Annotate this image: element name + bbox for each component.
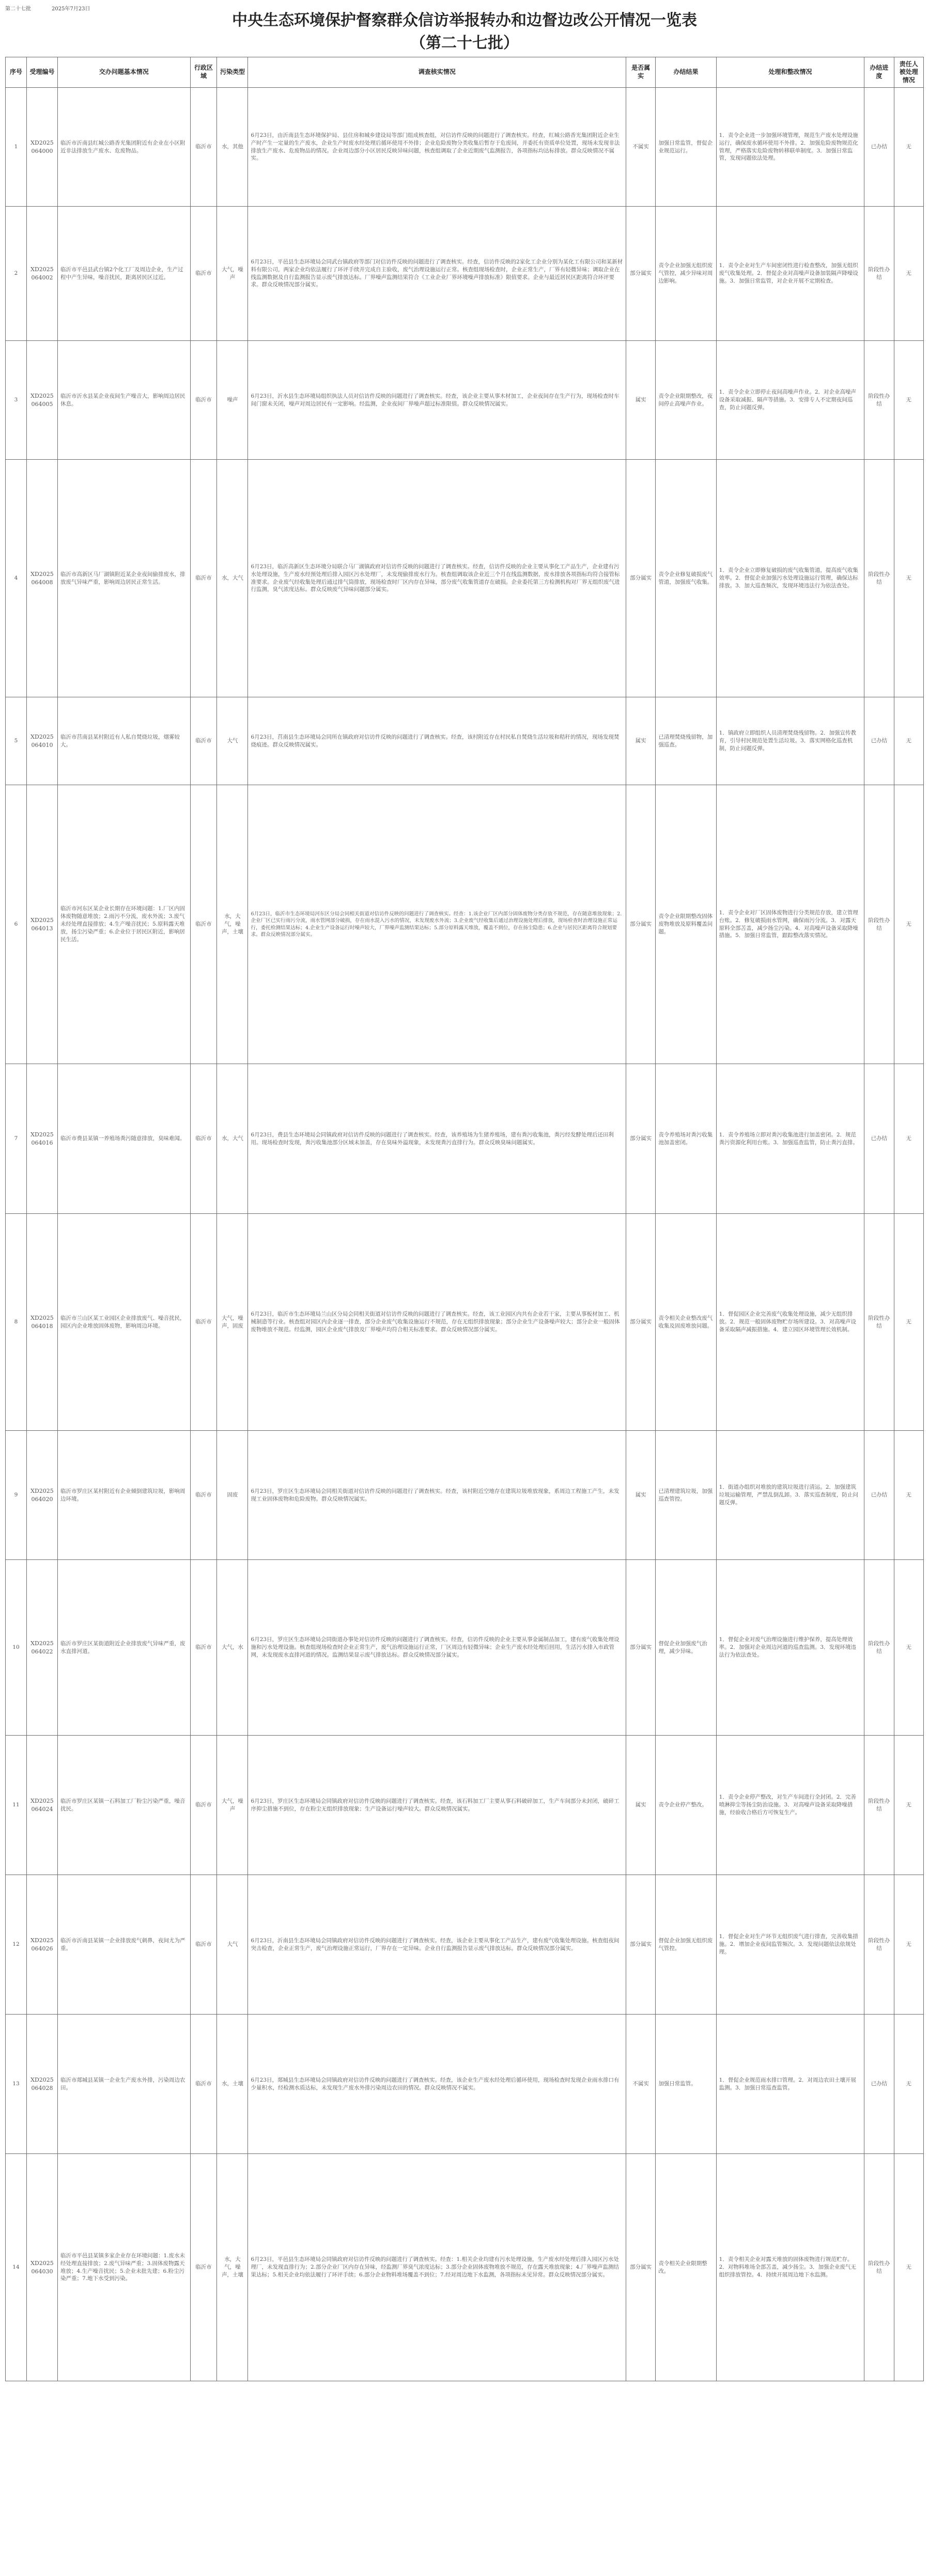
- cell-summary: 临沂市平邑县某镇多家企业存在环境问题：1.废水未经处理直接排放；2.废气异味严重；3.固体废物露天堆放；4.生产噪音扰民；5.企业未批先建；6.粉尘污染严重；7.地下水受到污染。: [57, 2154, 190, 2381]
- cell-no: 9: [6, 1431, 27, 1560]
- cell-code: XD2025064028: [26, 2015, 57, 2154]
- cell-progress: 阶段性办结: [864, 341, 894, 460]
- cell-investigation: 6月23日，由沂南县生态环境保护局、县住房和城乡建设局等部门组成核查组，对信访件反映的问题进行了调查核实。经查，红城公路香光集团附近企业生产时产生一定量的生产废水，企业生产时废水经处理后循环使用不外排；企业危险废物分类收集后暂存于危废间，并委托有资质单位处置，现场未发现非法排放生产废水、危废物品的情况。企业周边部分小区居民反映异味问题，核查组调取了企业近期废气监测报告，各项指标均达标排放。群众反映情况不属实。: [248, 88, 626, 207]
- cell-type: 水，大气，噪声，土壤: [217, 2154, 248, 2381]
- cell-verified: 不属实: [626, 88, 656, 207]
- cell-result: 责令企业修复破损废气管道，加强废气收集。: [656, 460, 716, 697]
- cell-result: 督促企业加强废气治理，减少异味。: [656, 1560, 716, 1736]
- cell-summary: 临沂市罗庄区某街道附近企业排放废气异味严重，废水直排河道。: [57, 1560, 190, 1736]
- cell-code: XD2025064005: [26, 341, 57, 460]
- cell-region: 临沂市: [190, 2154, 217, 2381]
- cell-code: XD2025064022: [26, 1560, 57, 1736]
- cell-summary: 临沂市高新区马厂湖镇附近某企业夜间偷排废水，排放废气异味严重，影响周边居民正常生活。: [57, 460, 190, 697]
- cell-type: 大气，水: [217, 1560, 248, 1736]
- cell-region: 临沂市: [190, 1431, 217, 1560]
- cell-punish: 无: [894, 2015, 923, 2154]
- cell-region: 临沂市: [190, 1214, 217, 1431]
- cell-verified: 部分属实: [626, 1560, 656, 1736]
- cell-region: 临沂市: [190, 697, 217, 785]
- cell-result: 已清理建筑垃圾，加强巡查管控。: [656, 1431, 716, 1560]
- batch-date-note: 第二十七批 2025年7月23日: [5, 6, 90, 12]
- cell-code: XD2025064018: [26, 1214, 57, 1431]
- cell-measures: 1．责令企业对厂区固体废物进行分类规范存放，建立管理台账。2．修复破损雨水管网，确保雨污分流。3．对露天原料全部苫盖，减少扬尘污染。4．对高噪声设备采取降噪措施。5．加强日常监管，跟踪整改落实情况。: [716, 785, 864, 1064]
- cell-punish: 无: [894, 785, 923, 1064]
- table-row: [6, 207, 924, 341]
- cell-measures: 1．街道办组织对堆放的建筑垃圾进行清运。2．加强建筑垃圾运输管理，严禁乱倒乱卸。3．落实巡查制度，防止问题反弹。: [716, 1431, 864, 1560]
- cell-progress: 阶段性办结: [864, 460, 894, 697]
- cell-measures: 1．责令企业立即停止夜间高噪声作业。2．对企业高噪声设备采取减振、隔声等措施。3．安排专人不定期夜间巡查，防止问题反弹。: [716, 341, 864, 460]
- cell-region: 临沂市: [190, 1064, 217, 1214]
- cell-summary: 临沂市兰山区某工业园区企业排放废气、噪音扰民，园区内企业堆放固体废物，影响周边环境。: [57, 1214, 190, 1431]
- cell-investigation: 6月23日，郯城县生态环境局会同镇政府对信访件反映的问题进行了调查核实。经查，该企业生产废水经处理后循环使用，现场检查时发现企业雨水排口有少量积水，经检测水质达标，未发现生产废水外排污染周边农田的情况。群众反映情况不属实。: [248, 2015, 626, 2154]
- table-row: [6, 1064, 924, 1214]
- cell-progress: 阶段性办结: [864, 1560, 894, 1736]
- cell-region: 临沂市: [190, 1560, 217, 1736]
- cell-result: 责令相关企业限期整改。: [656, 2154, 716, 2381]
- cell-verified: 部分属实: [626, 1875, 656, 2015]
- cell-type: 水，大气: [217, 1064, 248, 1214]
- cell-investigation: 6月23日，莒南县生态环境局会同所在镇政府对信访件反映的问题进行了调查核实。经查，该村附近存在村民私自焚烧生活垃圾和秸秆的情况，现场发现焚烧痕迹。群众反映情况属实。: [248, 697, 626, 785]
- cell-investigation: 6月23日，沂南县生态环境局会同镇政府对信访件反映的问题进行了调查核实。经查，该企业主要从事化工产品生产，建有废气收集处理设施。核查组夜间突击检查，企业正常生产，废气治理设施正常运行，厂界存在一定异味。企业自行监测报告显示废气排放达标。群众反映情况部分属实。: [248, 1875, 626, 2015]
- cell-measures: 1．责令企业对生产车间密闭性进行检查整改，加强无组织废气收集处理。2．督促企业对高噪声设备加装隔声降噪设施。3．加强日常监管，对企业开展不定期检查。: [716, 207, 864, 341]
- cell-punish: 无: [894, 697, 923, 785]
- header-region: 行政区域: [190, 57, 217, 88]
- cell-result: 责令企业限期整改固体废物堆放及原料覆盖问题。: [656, 785, 716, 1064]
- cell-verified: 属实: [626, 697, 656, 785]
- cell-verified: 属实: [626, 1736, 656, 1875]
- cell-region: 临沂市: [190, 341, 217, 460]
- cell-region: 临沂市: [190, 1875, 217, 2015]
- cell-verified: 部分属实: [626, 1214, 656, 1431]
- cell-investigation: 6月23日，罗庄区生态环境局会同相关街道对信访件反映的问题进行了调查核实。经查，该村附近空地存在建筑垃圾堆放现象，系周边工程施工产生，未发现工业固体废物和危险废物。群众反映情况属实。: [248, 1431, 626, 1560]
- cell-code: XD2025064016: [26, 1064, 57, 1214]
- cell-type: 水，大气: [217, 460, 248, 697]
- cell-punish: 无: [894, 1875, 923, 2015]
- cell-measures: 1．镇政府立即组织人员清理焚烧残留物。2．加强宣传教育，引导村民规范处置生活垃圾。3．落实网格化巡查机制，防止问题反弹。: [716, 697, 864, 785]
- table-row: [6, 1875, 924, 2015]
- header-investigation: 调查核实情况: [248, 57, 626, 88]
- table-row: [6, 460, 924, 697]
- cell-investigation: 6月23日，沂水县生态环境局组织执法人员对信访件反映的问题进行了调查核实。经查，该企业主要从事木材加工，企业夜间存在生产行为，现场检查时车间门窗未关闭，噪声对周边居民有一定影响。经监测，企业夜间厂界噪声超过标准限值。群众反映情况属实。: [248, 341, 626, 460]
- cell-progress: 已办结: [864, 1064, 894, 1214]
- cell-type: 大气，噪声，固废: [217, 1214, 248, 1431]
- cell-measures: 1．督促企业对废气治理设施进行维护保养，提高处理效率。2．加强对企业周边河道的巡查监测。3．发现环境违法行为依法查处。: [716, 1560, 864, 1736]
- cell-result: 责令相关企业整改废气收集及固废堆放问题。: [656, 1214, 716, 1431]
- cell-measures: 1．督促企业对生产环节无组织废气进行排查，完善收集措施。2．增加企业夜间监管频次。3．发现问题依法依规处理。: [716, 1875, 864, 2015]
- cell-no: 13: [6, 2015, 27, 2154]
- cell-type: 大气: [217, 1875, 248, 2015]
- cell-punish: 无: [894, 2154, 923, 2381]
- header-measures: 处理和整改情况: [716, 57, 864, 88]
- cell-progress: 已办结: [864, 1431, 894, 1560]
- cell-result: 督促企业加强无组织废气管控。: [656, 1875, 716, 2015]
- cell-investigation: 6月23日，临沂市生态环境局河东区分局会同相关街道对信访件反映的问题进行了调查核实。经查：1.该企业厂区内部分固体废物分类存放不规范，存在随意堆放现象；2.企业厂区已实行雨污分流，雨水管网部分破损，存在雨水混入污水的情况，未发现废水外流；3.企业废气经收集后通过治理设施处理后排放，现场检查时治理设施正常运行，委托检测结果达标；4.企业生产设备运行时噪声较大，厂界噪声监测结果达标；5.部分原料露天堆放，覆盖不到位，存在扬尘隐患；6.企业与居民区距离符合规划要求。群众反映情况部分属实。: [248, 785, 626, 1064]
- cell-no: 14: [6, 2154, 27, 2381]
- cell-investigation: 6月23日，临沂高新区生态环境分局联合马厂湖镇政府对信访件反映的问题进行了调查核实。经查，信访件反映的企业主要从事化工产品生产，企业建有污水处理设施，生产废水经预处理后排入园区污水处理厂，未发现偷排废水行为。核查组调取该企业近三个月在线监测数据，废水排放各项指标均符合接管标准要求。企业废气经收集处理后通过排气筒排放，现场检查时厂区内存在异味，部分废气收集管道存在破损。企业委托第三方检测机构对厂界无组织废气进行监测，臭气浓度达标。群众反映废气异味问题部分属实。: [248, 460, 626, 697]
- cell-measures: 1．督促园区企业完善废气收集处理设施，减少无组织排放。2．规范一般固体废物贮存场所建设。3．对高噪声设备采取隔声减振措施。4．建立园区环境管理长效机制。: [716, 1214, 864, 1431]
- cell-punish: 无: [894, 1560, 923, 1736]
- table-row: [6, 1736, 924, 1875]
- cell-summary: 临沂市罗庄区某镇一石料加工厂粉尘污染严重，噪音扰民。: [57, 1736, 190, 1875]
- header-verified: 是否属实: [626, 57, 656, 88]
- cell-code: XD2025064008: [26, 460, 57, 697]
- cell-no: 11: [6, 1736, 27, 1875]
- page-title: 中央生态环境保护督察群众信访举报转办和边督边改公开情况一览表: [232, 11, 697, 29]
- cell-no: 4: [6, 460, 27, 697]
- cell-type: 噪声: [217, 341, 248, 460]
- cell-verified: 部分属实: [626, 460, 656, 697]
- header-no: 序号: [6, 57, 27, 88]
- cell-type: 水，大气，噪声，土壤: [217, 785, 248, 1064]
- cell-type: 固废: [217, 1431, 248, 1560]
- cell-type: 水，土壤: [217, 2015, 248, 2154]
- cell-summary: 临沂市郯城县某镇一企业生产废水外排，污染周边农田。: [57, 2015, 190, 2154]
- header-progress: 办结进度: [864, 57, 894, 88]
- table-row: [6, 2015, 924, 2154]
- cell-summary: 临沂市罗庄区某村附近有企业倾倒建筑垃圾，影响周边环境。: [57, 1431, 190, 1560]
- cell-investigation: 6月23日，临沂市生态环境局兰山区分局会同相关街道对信访件反映的问题进行了调查核实。经查，该工业园区内共有企业若干家，主要从事板材加工、机械制造等行业。核查组对园区内企业逐一排查，部分企业废气收集设施运行不规范，存在无组织排放现象；部分企业生产设备噪声较大；部分企业一般固体废物堆放不规范。经监测，园区企业废气排放及厂界噪声均符合相关标准要求。群众反映情况部分属实。: [248, 1214, 626, 1431]
- cell-result: 已清理焚烧残留物，加强巡查。: [656, 697, 716, 785]
- cell-progress: 阶段性办结: [864, 1736, 894, 1875]
- cell-measures: 1．责令企业进一步加强环境管理，规范生产废水处理设施运行，确保废水循环使用不外排。2．加强危险废物规范化管理，严格落实危险废物转移联单制度。3．加强日常监管，发现问题依法处理。: [716, 88, 864, 207]
- cell-no: 7: [6, 1064, 27, 1214]
- cell-progress: 已办结: [864, 2015, 894, 2154]
- cell-verified: 属实: [626, 1431, 656, 1560]
- cell-progress: 已办结: [864, 88, 894, 207]
- cell-punish: 无: [894, 1736, 923, 1875]
- table-row: [6, 1431, 924, 1560]
- cell-type: 水，其他: [217, 88, 248, 207]
- cell-progress: 阶段性办结: [864, 207, 894, 341]
- cell-result: 责令企业停产整改。: [656, 1736, 716, 1875]
- page-subtitle: （第二十七批）: [410, 34, 519, 52]
- cell-summary: 临沂市沂水县某企业夜间生产噪音大，影响周边居民休息。: [57, 341, 190, 460]
- cell-summary: 临沂市费县某镇一养殖场粪污随意排放，臭味难闻。: [57, 1064, 190, 1214]
- table-row: [6, 697, 924, 785]
- cell-result: 责令企业限期整改，夜间停止高噪声作业。: [656, 341, 716, 460]
- cell-no: 2: [6, 207, 27, 341]
- complaint-table: [5, 57, 924, 2381]
- cell-investigation: 6月23日，平邑县生态环境局会同镇政府对信访件反映的问题进行了调查核实。经查：1.相关企业均建有污水处理设施，生产废水经处理后排入园区污水处理厂，未发现直排行为；2.部分企业厂区内存在异味，经监测厂界臭气浓度达标；3.部分企业固体废物堆放不规范，存在露天堆放现象；4.厂界噪声监测结果达标；5.相关企业均依法履行了环评手续；6.部分企业物料堆场覆盖不到位；7.经对周边地下水监测，各项指标未见异常。群众反映情况部分属实。: [248, 2154, 626, 2381]
- cell-no: 12: [6, 1875, 27, 2015]
- cell-result: 加强日常监管。: [656, 2015, 716, 2154]
- table-row: [6, 1560, 924, 1736]
- table-row: [6, 785, 924, 1064]
- cell-punish: 无: [894, 341, 923, 460]
- cell-region: 临沂市: [190, 2015, 217, 2154]
- cell-verified: 部分属实: [626, 2154, 656, 2381]
- header-type: 污染类型: [217, 57, 248, 88]
- cell-verified: 不属实: [626, 2015, 656, 2154]
- cell-type: 大气: [217, 697, 248, 785]
- cell-code: XD2025064020: [26, 1431, 57, 1560]
- cell-no: 5: [6, 697, 27, 785]
- cell-type: 大气，噪声: [217, 207, 248, 341]
- cell-region: 临沂市: [190, 460, 217, 697]
- cell-punish: 无: [894, 207, 923, 341]
- cell-type: 大气，噪声: [217, 1736, 248, 1875]
- cell-no: 8: [6, 1214, 27, 1431]
- cell-investigation: 6月23日，罗庄区生态环境局会同镇政府对信访件反映的问题进行了调查核实。经查，该石料加工厂主要从事石料破碎加工，生产车间部分未封闭，破碎工序抑尘措施不到位，存在粉尘无组织排放现象；生产设备运行噪声较大。群众反映情况属实。: [248, 1736, 626, 1875]
- cell-punish: 无: [894, 88, 923, 207]
- cell-measures: 1．责令相关企业对露天堆放的固体废物进行规范贮存。2．对物料堆场全部苫盖，减少扬尘。3．加强企业废气无组织排放管控。4．持续开展周边地下水监测。: [716, 2154, 864, 2381]
- cell-region: 临沂市: [190, 785, 217, 1064]
- header-result: 办结结果: [656, 57, 716, 88]
- cell-result: 加强日常监管，督促企业规范运行。: [656, 88, 716, 207]
- cell-measures: 1．责令养殖场立即对粪污收集池进行加盖密闭。2．规范粪污资源化利用台账。3．加强巡查监管，防止粪污直排。: [716, 1064, 864, 1214]
- cell-region: 临沂市: [190, 207, 217, 341]
- cell-summary: 临沂市河东区某企业长期存在环境问题：1.厂区内固体废物随意堆放；2.雨污不分流，废水外流；3.废气未经处理直接排放；4.生产噪音扰民；5.原料露天堆放，扬尘污染严重；6.企业位于居民区附近，影响居民生活。: [57, 785, 190, 1064]
- table-row: [6, 2154, 924, 2381]
- cell-punish: 无: [894, 1214, 923, 1431]
- cell-summary: 临沂市沂南县红城公路香光集团附近有企业在小区附近非法排放生产废水、危废物品。: [57, 88, 190, 207]
- cell-code: XD2025064026: [26, 1875, 57, 2015]
- cell-code: XD2025064010: [26, 697, 57, 785]
- cell-investigation: 6月23日，平邑县生态环境局会同武台镇政府等部门对信访件反映的问题进行了调查核实。经查，信访件反映的2家化工企业分别为某化工有限公司和某新材料有限公司，两家企业均依法履行了环评手续并完成自主验收，废气治理设施运行正常。核查组现场检查时，企业正常生产，厂界有轻微异味；调取企业在线监测数据及自行监测报告显示废气排放达标。厂界噪声监测结果符合《工业企业厂界环境噪声排放标准》限值要求。企业与最近居民区距离符合环评要求。群众反映情况部分属实。: [248, 207, 626, 341]
- cell-summary: 临沂市沂南县某镇一企业排放废气刺鼻，夜间尤为严重。: [57, 1875, 190, 2015]
- cell-measures: 1．责令企业停产整改，对生产车间进行全封闭。2．完善喷淋抑尘等扬尘防治设施。3．对高噪声设备采取降噪措施，经验收合格后方可恢复生产。: [716, 1736, 864, 1875]
- header-summary: 交办问题基本情况: [57, 57, 190, 88]
- cell-no: 6: [6, 785, 27, 1064]
- cell-no: 10: [6, 1560, 27, 1736]
- cell-region: 临沂市: [190, 88, 217, 207]
- table-header-row: [6, 57, 924, 88]
- cell-code: XD2025064013: [26, 785, 57, 1064]
- cell-code: XD2025064024: [26, 1736, 57, 1875]
- cell-verified: 部分属实: [626, 1064, 656, 1214]
- cell-summary: 临沂市平邑县武台镇2个化工厂及周边企业，生产过程中产生异味，噪音扰民，距离居民区过近。: [57, 207, 190, 341]
- cell-investigation: 6月23日，罗庄区生态环境局会同街道办事处对信访件反映的问题进行了调查核实。经查，信访件反映的企业主要从事金属制品加工，建有废气收集处理设施和污水处理设施。核查组现场检查时企业正常生产，废气治理设施运行正常，厂区周边有轻微异味；企业生产废水经处理后回用，生活污水排入市政管网，未发现废水直排河道的情况。监测结果显示废气排放达标。群众反映情况部分属实。: [248, 1560, 626, 1736]
- cell-progress: 阶段性办结: [864, 1214, 894, 1431]
- header-punish: 责任人被处理情况: [894, 57, 923, 88]
- table-row: [6, 341, 924, 460]
- cell-no: 1: [6, 88, 27, 207]
- cell-measures: 1．督促企业规范雨水排口管理。2．对周边农田土壤开展监测。3．加强日常巡查监管。: [716, 2015, 864, 2154]
- cell-verified: 部分属实: [626, 785, 656, 1064]
- cell-punish: 无: [894, 1431, 923, 1560]
- cell-punish: 无: [894, 460, 923, 697]
- cell-code: XD2025064030: [26, 2154, 57, 2381]
- cell-progress: 阶段性办结: [864, 2154, 894, 2381]
- cell-code: XD2025064002: [26, 207, 57, 341]
- cell-result: 责令企业加强无组织废气管控，减少异味对周边影响。: [656, 207, 716, 341]
- cell-verified: 部分属实: [626, 207, 656, 341]
- cell-code: XD2025064000: [26, 88, 57, 207]
- cell-measures: 1．责令企业立即修复破损的废气收集管道，提高废气收集效率。2．督促企业加强污水处理设施运行管理，确保达标排放。3．加大巡查频次，发现环境违法行为依法查处。: [716, 460, 864, 697]
- header-code: 受理编号: [26, 57, 57, 88]
- cell-verified: 属实: [626, 341, 656, 460]
- cell-investigation: 6月23日，费县生态环境局会同镇政府对信访件反映的问题进行了调查核实。经查，该养殖场为生猪养殖场，建有粪污收集池，粪污经发酵处理后还田利用。现场检查时发现，粪污收集池部分区域未加盖，存在臭味外溢现象，未发现粪污直排行为。群众反映臭味问题属实。: [248, 1064, 626, 1214]
- cell-region: 临沂市: [190, 1736, 217, 1875]
- cell-progress: 阶段性办结: [864, 1875, 894, 2015]
- table-row: [6, 88, 924, 207]
- cell-result: 责令养殖场对粪污收集池加盖密闭。: [656, 1064, 716, 1214]
- cell-progress: 已办结: [864, 697, 894, 785]
- table-row: [6, 1214, 924, 1431]
- cell-progress: 阶段性办结: [864, 785, 894, 1064]
- cell-punish: 无: [894, 1064, 923, 1214]
- cell-summary: 临沂市莒南县某村附近有人私自焚烧垃圾，烟雾较大。: [57, 697, 190, 785]
- cell-no: 3: [6, 341, 27, 460]
